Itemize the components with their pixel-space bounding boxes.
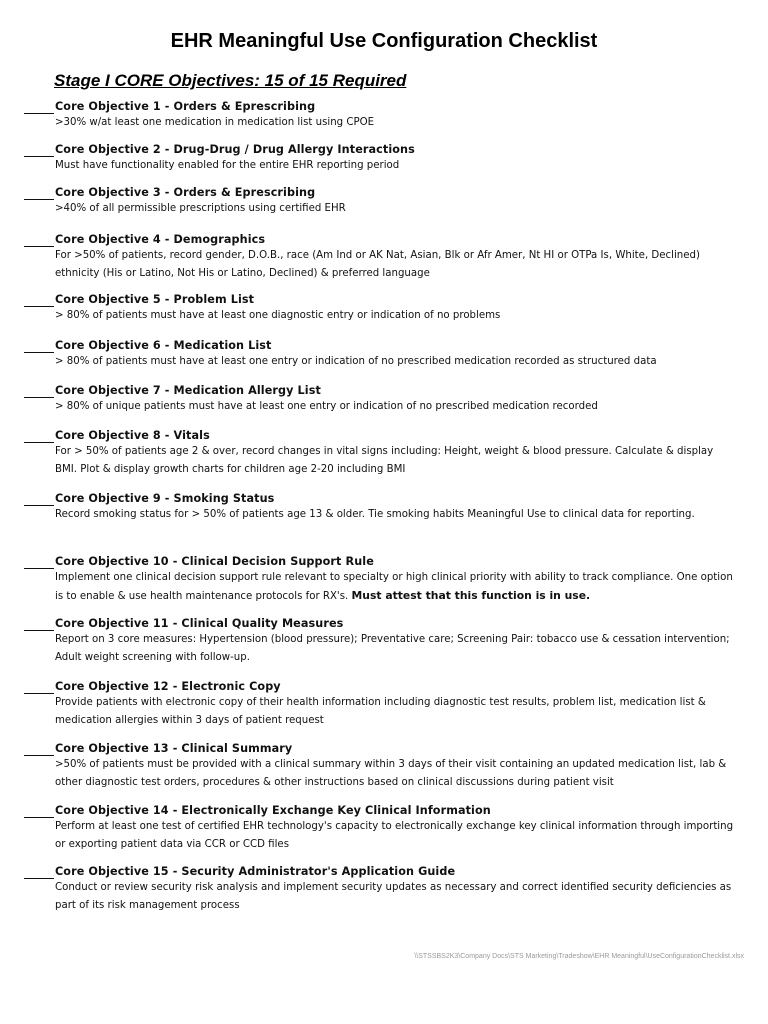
checkbox-blank-line[interactable] bbox=[24, 306, 54, 307]
checkbox-blank-line[interactable] bbox=[24, 113, 54, 114]
objective-description: For > 50% of patients age 2 & over, record changes in vital signs including: Height, weight & blood pressure. Calculate & display BMI. Plot & display growth charts for children age 2-20 including BMI bbox=[55, 446, 714, 475]
objective-description: Must have functionality enabled for the entire EHR reporting period bbox=[55, 160, 400, 171]
checkbox-blank-line[interactable] bbox=[24, 630, 54, 631]
checkbox-blank-line[interactable] bbox=[24, 397, 54, 398]
objective-title: Core Objective 3 - Orders & Eprescribing bbox=[55, 186, 316, 199]
objective-title: Core Objective 4 - Demographics bbox=[55, 233, 266, 246]
objective-title: Core Objective 2 - Drug-Drug / Drug Allergy Interactions bbox=[55, 143, 415, 156]
objective-description: > 80% of patients must have at least one entry or indication of no prescribed medication recorded as structured data bbox=[55, 356, 657, 367]
objective-description: For >50% of patients, record gender, D.O.B., race (Am Ind or AK Nat, Asian, Blk or Afr Amer, Nt HI or OTPa Is, White, Declined) ethnicity (His or Latino, Not His or Latino, Declined) & preferred language bbox=[55, 250, 700, 279]
objective-description: > 80% of unique patients must have at least one entry or indication of no prescribed medication recorded bbox=[55, 401, 598, 412]
checkbox-blank-line[interactable] bbox=[24, 442, 54, 443]
objective-title: Core Objective 8 - Vitals bbox=[55, 429, 210, 442]
objective-title: Core Objective 9 - Smoking Status bbox=[55, 492, 275, 505]
checkbox-blank-line[interactable] bbox=[24, 693, 54, 694]
objective-title: Core Objective 11 - Clinical Quality Measures bbox=[55, 617, 344, 630]
objective-description: Perform at least one test of certified EHR technology's capacity to electronically exchange key clinical information through importing or exporting patient data via CCR or CCD files bbox=[55, 821, 734, 850]
checkbox-blank-line[interactable] bbox=[24, 505, 54, 506]
objective-description: Report on 3 core measures: Hypertension (blood pressure); Preventative care; Screening Pair: tobacco use & cessation intervention; Adult weight screening with follow-up. bbox=[55, 634, 730, 663]
objective-title: Core Objective 7 - Medication Allergy List bbox=[55, 384, 321, 397]
objective-title: Core Objective 5 - Problem List bbox=[55, 293, 255, 306]
objective-description: Record smoking status for > 50% of patients age 13 & older. Tie smoking habits Meaningful Use to clinical data for reporting. bbox=[55, 509, 695, 520]
document-title: EHR Meaningful Use Configuration Checklist bbox=[170, 30, 598, 52]
objective-description: >50% of patients must be provided with a clinical summary within 3 days of their visit containing an updated medication list, lab & other diagnostic test orders, procedures & other instructions based on clinical discussions during patient visit bbox=[55, 759, 727, 788]
objective-title: Core Objective 15 - Security Administrator's Application Guide bbox=[55, 865, 456, 878]
checkbox-blank-line[interactable] bbox=[24, 156, 54, 157]
checkbox-blank-line[interactable] bbox=[24, 246, 54, 247]
checkbox-blank-line[interactable] bbox=[24, 352, 54, 353]
objective-title: Core Objective 1 - Orders & Eprescribing bbox=[55, 100, 316, 113]
objective-description: Implement one clinical decision support rule relevant to specialty or high clinical priority with ability to track compliance. One option is to enable & use health maintenance protocols for RX's. Must attest that this function is in use. bbox=[55, 572, 733, 602]
objective-description: Conduct or review security risk analysis and implement security updates as necessary and correct identified security deficiencies as part of its risk management process bbox=[55, 882, 732, 911]
objective-description: >40% of all permissible prescriptions using certified EHR bbox=[55, 203, 346, 214]
objective-title: Core Objective 10 - Clinical Decision Support Rule bbox=[55, 555, 374, 568]
section-subtitle: Stage I CORE Objectives: 15 of 15 Required bbox=[54, 71, 407, 90]
attestation-note: Must attest that this function is in use. bbox=[351, 589, 591, 602]
objective-title: Core Objective 14 - Electronically Exchange Key Clinical Information bbox=[55, 804, 491, 817]
objective-description: Provide patients with electronic copy of their health information including diagnostic test results, problem list, medication list & medication allergies within 3 days of patient request bbox=[55, 697, 706, 726]
checkbox-blank-line[interactable] bbox=[24, 755, 54, 756]
footer-file-path: \\STSSBS2K3\Company Docs\STS Marketing\Tradeshow\EHR Meaningful\UseConfigurationChecklist.xlsx bbox=[414, 953, 744, 960]
objective-description: > 80% of patients must have at least one diagnostic entry or indication of no problems bbox=[55, 310, 501, 321]
objective-title: Core Objective 12 - Electronic Copy bbox=[55, 680, 281, 693]
checkbox-blank-line[interactable] bbox=[24, 199, 54, 200]
checkbox-blank-line[interactable] bbox=[24, 878, 54, 879]
objective-title: Core Objective 13 - Clinical Summary bbox=[55, 742, 293, 755]
objective-description: >30% w/at least one medication in medication list using CPOE bbox=[55, 117, 375, 128]
checkbox-blank-line[interactable] bbox=[24, 568, 54, 569]
objective-title: Core Objective 6 - Medication List bbox=[55, 339, 272, 352]
checkbox-blank-line[interactable] bbox=[24, 817, 54, 818]
